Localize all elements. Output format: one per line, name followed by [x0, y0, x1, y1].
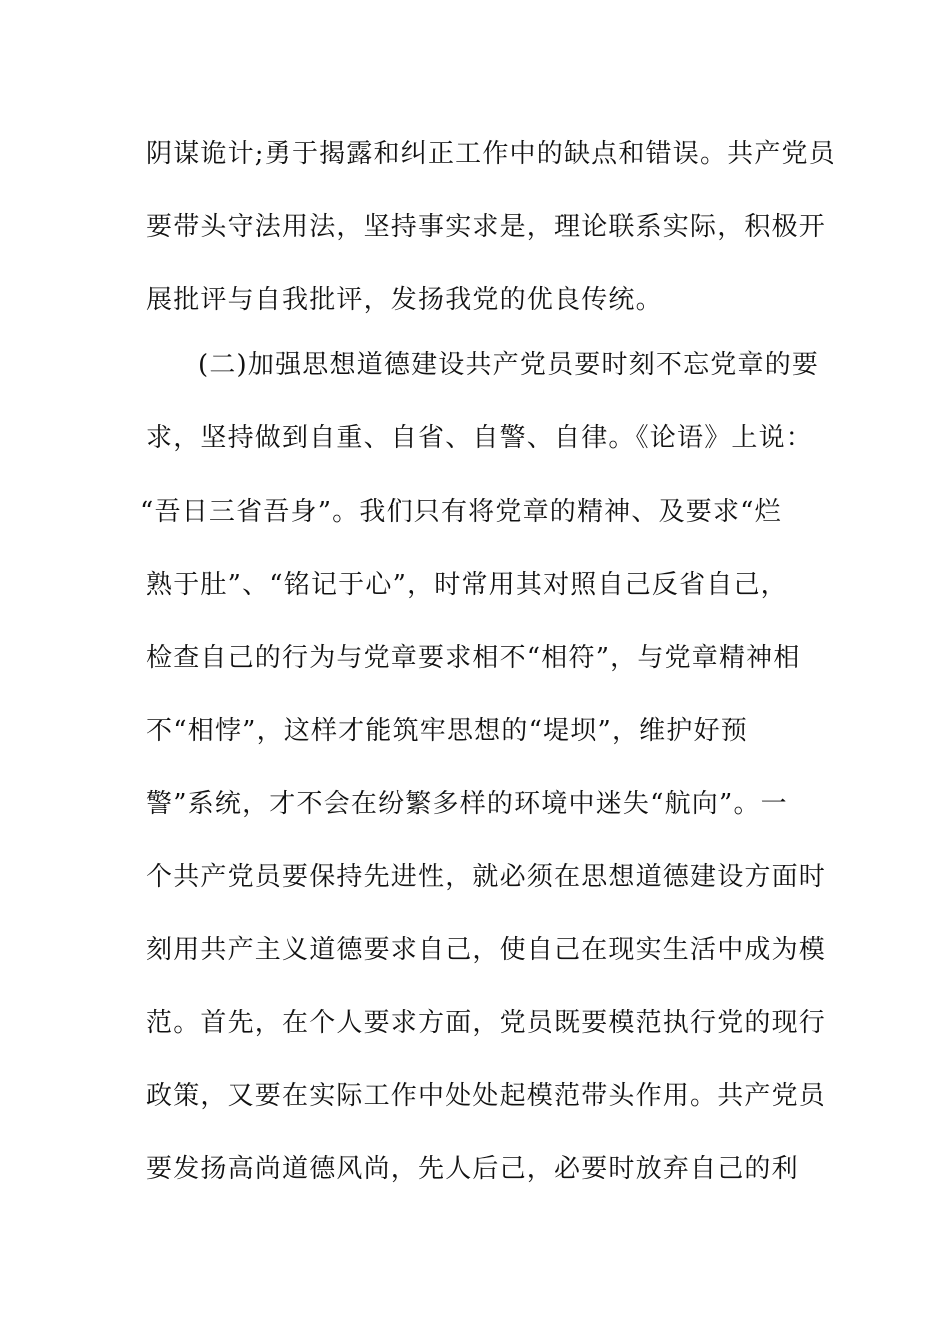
- text-line-5: 求，坚持做到自重、自省、自警、自律。《论语》上说：: [146, 423, 814, 453]
- text-line-3: 展批评与自我批评，发扬我党的优良传统。: [146, 285, 663, 315]
- text-line-10: 警”系统，才不会在纷繁多样的环境中迷失“航向”。一: [146, 789, 788, 819]
- section-heading-line: (二)加强思想道德建设共产党员要时刻不忘党章的要: [198, 350, 820, 380]
- text-line-9: 不“相悖”，这样才能筑牢思想的“堤坝”，维护好预: [146, 716, 748, 746]
- text-line-6: “吾日三省吾身”。我们只有将党章的精神、及要求“烂: [140, 497, 782, 527]
- text-line-15: 要发扬高尚道德风尚，先人后己，必要时放弃自己的利: [146, 1154, 799, 1184]
- text-line-8: 检查自己的行为与党章要求相不“相符”，与党章精神相: [146, 643, 801, 673]
- text-line-1: 阴谋诡计;勇于揭露和纠正工作中的缺点和错误。共产党员: [146, 139, 836, 169]
- text-line-13: 范。首先，在个人要求方面，党员既要模范执行党的现行: [146, 1008, 827, 1038]
- text-line-11: 个共产党员要保持先进性，就必须在思想道德建设方面时: [146, 862, 827, 892]
- text-line-12: 刻用共产主义道德要求自己，使自己在现实生活中成为模: [146, 935, 827, 965]
- text-line-2: 要带头守法用法，坚持事实求是，理论联系实际，积极开: [146, 212, 827, 242]
- text-line-7: 熟于肚”、“铭记于心”，时常用其对照自己反省自己，: [146, 570, 788, 600]
- text-line-14: 政策，又要在实际工作中处处起模范带头作用。共产党员: [146, 1081, 827, 1111]
